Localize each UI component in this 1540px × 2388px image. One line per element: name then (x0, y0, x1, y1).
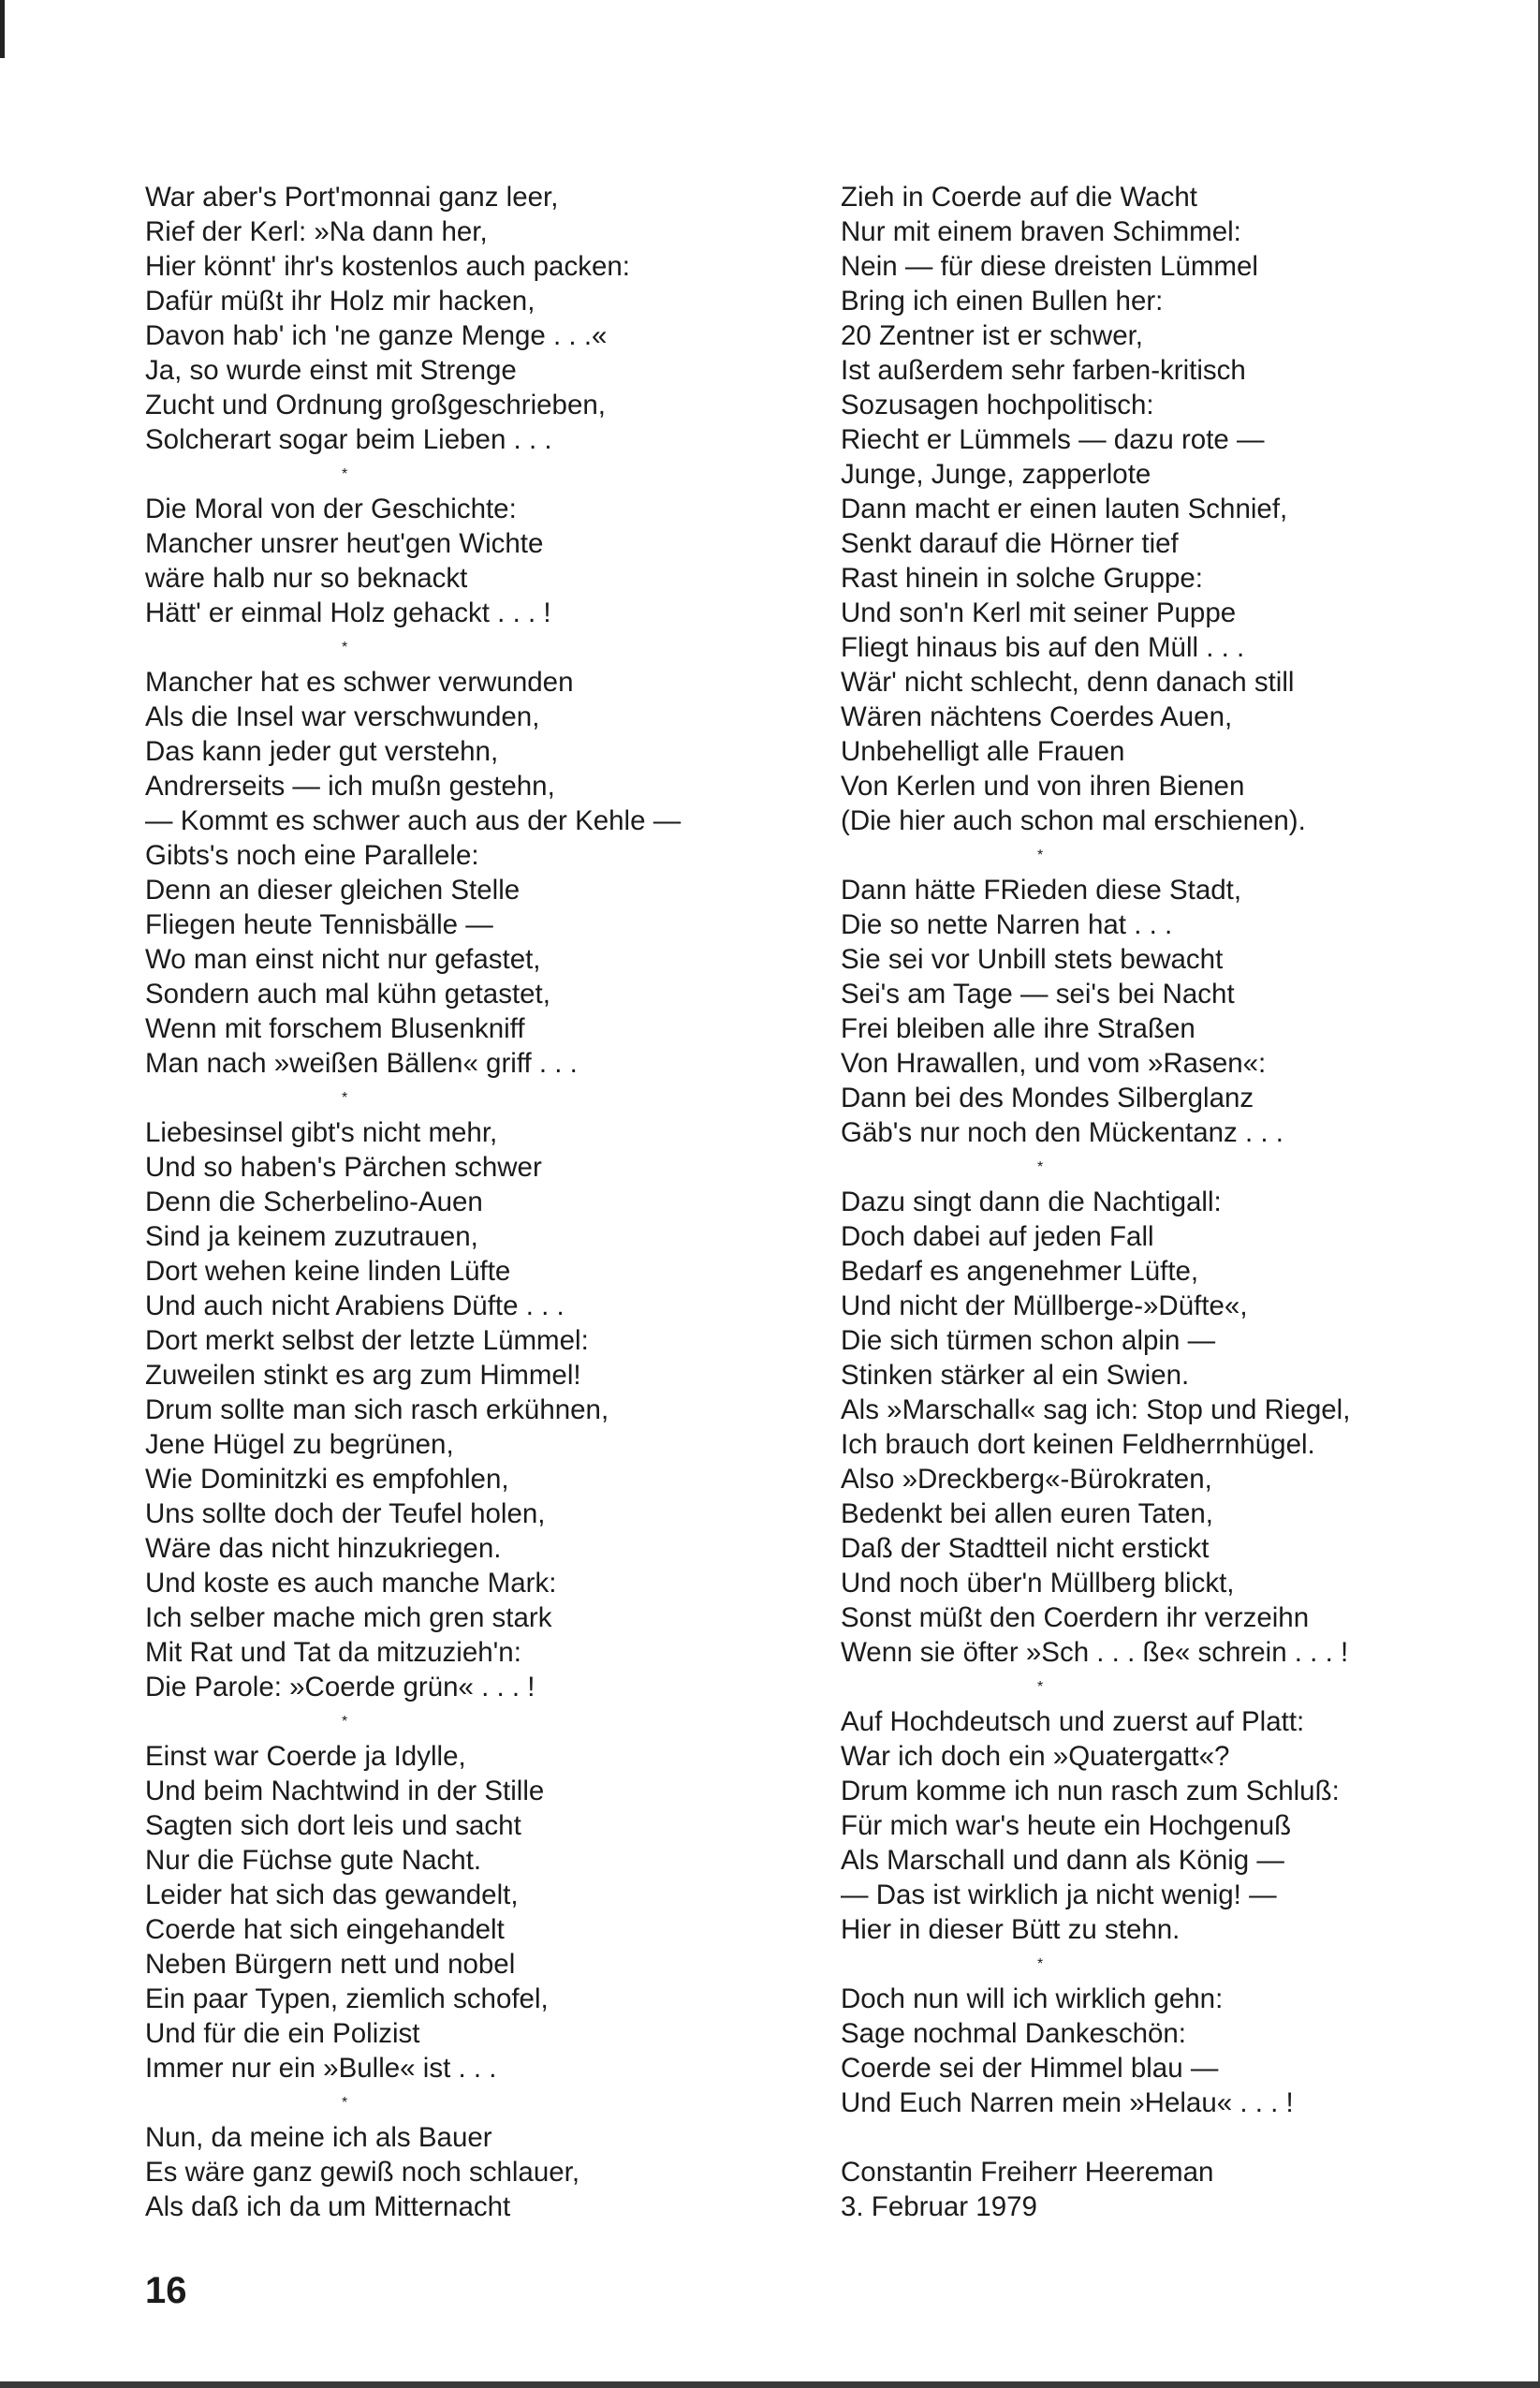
poem-line: Und auch nicht Arabiens Düfte . . . (145, 1290, 565, 1321)
poem-line: Wäre das nicht hinzukriegen. (145, 1533, 502, 1564)
stanza-separator: * (342, 640, 348, 656)
poem-line: Es wäre ganz gewiß noch schlauer, (145, 2157, 580, 2188)
poem-line: Und beim Nachtwind in der Stille (145, 1776, 545, 1806)
poem-line: Sagten sich dort leis und sacht (145, 1810, 521, 1841)
poem-line: Nein — für diese dreisten Lümmel (841, 251, 1258, 282)
scan-mark (0, 0, 5, 58)
poem-line: Bedarf es angenehmer Lüfte, (841, 1256, 1199, 1287)
poem-line: Und noch über'n Müllberg blickt, (841, 1568, 1235, 1599)
poem-line: Als »Marschall« sag ich: Stop und Riegel, (841, 1394, 1351, 1425)
poem-line: Sozusagen hochpolitisch: (841, 390, 1154, 420)
poem-line: Mancher unsrer heut'gen Wichte (145, 528, 544, 559)
poem-line: Wo man einst nicht nur gefastet, (145, 944, 541, 975)
stanza (145, 665, 744, 1081)
poem-line: Sie sei vor Unbill stets bewacht (841, 944, 1224, 975)
poem-line: War aber's Port'monnai ganz leer, (145, 182, 559, 213)
stanza (145, 492, 744, 630)
poem-line: Wenn mit forschem Blusenkniff (145, 1013, 525, 1044)
poem-line: Gäb's nur noch den Mückentanz . . . (841, 1117, 1283, 1148)
poem-line: Dazu singt dann die Nachtigall: (841, 1187, 1222, 1217)
poem-line: Hätt' er einmal Holz gehackt . . . ! (145, 597, 551, 628)
poem-line: Dann macht er einen lauten Schnief, (841, 494, 1288, 524)
poem-line: Ja, so wurde einst mit Strenge (145, 355, 517, 386)
poem-line: Gibts's noch eine Parallele: (145, 840, 479, 871)
poem-line: Als Marschall und dann als König — (841, 1845, 1284, 1876)
author-name: Constantin Freiherr Heereman (841, 2157, 1214, 2188)
stanza-separator: * (1037, 1159, 1044, 1175)
poem-line: Frei bleiben alle ihre Straßen (841, 1013, 1195, 1044)
poem-line: Nur mit einem braven Schimmel: (841, 216, 1241, 247)
poem-line: Dort merkt selbst der letzte Lümmel: (145, 1325, 589, 1356)
stanza (841, 1704, 1440, 1947)
poem-line: Und koste es auch manche Mark: (145, 1568, 557, 1599)
poem-line: Dann bei des Mondes Silberglanz (841, 1083, 1254, 1113)
poem-line: Hier könnt' ihr's kostenlos auch packen: (145, 251, 630, 282)
poem-line: 20 Zentner ist er schwer, (841, 320, 1144, 351)
stanza-separator: * (342, 1090, 348, 1106)
poem-line: Also »Dreckberg«-Bürokraten, (841, 1464, 1212, 1495)
poem-line: Einst war Coerde ja Idylle, (145, 1741, 466, 1772)
poem-line: Und son'n Kerl mit seiner Puppe (841, 597, 1237, 628)
poem-line: Zucht und Ordnung großgeschrieben, (145, 390, 606, 420)
poem-line: Drum komme ich nun rasch zum Schluß: (841, 1776, 1340, 1806)
poem-line: Uns sollte doch der Teufel holen, (145, 1498, 546, 1529)
poem-line: Fliegen heute Tennisbälle — (145, 909, 493, 940)
poem-line: Sei's am Tage — sei's bei Nacht (841, 979, 1235, 1010)
stanza-separator: * (1037, 848, 1044, 863)
poem-line: Ein paar Typen, ziemlich schofel, (145, 1983, 549, 2014)
poem-line: Solcherart sogar beim Lieben . . . (145, 424, 552, 455)
poem-line: Zuweilen stinkt es arg zum Himmel! (145, 1360, 581, 1391)
poem-line: Die sich türmen schon alpin — (841, 1325, 1216, 1356)
poem-line: War ich doch ein »Quatergatt«? (841, 1741, 1230, 1772)
poem-line: Liebesinsel gibt's nicht mehr, (145, 1117, 498, 1148)
scan-edge-bottom (0, 2381, 1540, 2388)
poem-line: (Die hier auch schon mal erschienen). (841, 805, 1306, 836)
poem-line: Coerde hat sich eingehandelt (145, 1914, 505, 1945)
poem-line: Und nicht der Müllberge-»Düfte«, (841, 1290, 1248, 1321)
poem-line: Sonst müßt den Coerdern ihr verzeihn (841, 1602, 1310, 1633)
poem-line: Nur die Füchse gute Nacht. (145, 1845, 482, 1876)
spacer (841, 2120, 1440, 2155)
stanza (145, 1115, 744, 1704)
poem-line: Wie Dominitzki es empfohlen, (145, 1464, 509, 1495)
poem-line: Wenn sie öfter »Sch . . . ße« schrein . . . ! (841, 1637, 1349, 1668)
stanza-separator: * (342, 2095, 348, 2111)
poem-line: wäre halb nur so beknackt (145, 563, 468, 594)
stanza-separator: * (342, 466, 348, 482)
stanza-separator: * (1037, 1679, 1044, 1695)
poem-line: Rast hinein in solche Gruppe: (841, 563, 1204, 594)
poem-line: Sind ja keinem zuzutrauen, (145, 1221, 478, 1252)
poem-line: Die so nette Narren hat . . . (841, 909, 1173, 940)
poem-line: Mancher hat es schwer verwunden (145, 667, 574, 698)
poem-line: Senkt darauf die Hörner tief (841, 528, 1179, 559)
poem-line: Dann hätte FRieden diese Stadt, (841, 875, 1242, 906)
poem-line: Dort wehen keine linden Lüfte (145, 1256, 511, 1287)
poem-line: Leider hat sich das gewandelt, (145, 1879, 519, 1910)
stanza (841, 873, 1440, 1150)
stanza (841, 180, 1440, 838)
poem-line: Denn die Scherbelino-Auen (145, 1187, 483, 1217)
poem-line: Ich brauch dort keinen Feldherrnhügel. (841, 1429, 1315, 1460)
poem-line: Man nach »weißen Bällen« griff . . . (145, 1048, 578, 1079)
poem-line: Als die Insel war verschwunden, (145, 701, 540, 732)
poem-line: Doch dabei auf jeden Fall (841, 1221, 1154, 1252)
poem-right-column (841, 180, 1440, 2224)
poem-line: Hier in dieser Bütt zu stehn. (841, 1914, 1181, 1945)
poem-line: Fliegt hinaus bis auf den Müll . . . (841, 632, 1245, 663)
poem-line: Sage nochmal Dankeschön: (841, 2018, 1186, 2049)
poem-line: Nun, da meine ich als Bauer (145, 2122, 492, 2153)
poem-line: Für mich war's heute ein Hochgenuß (841, 1810, 1292, 1841)
poem-left-column (145, 180, 744, 2224)
poem-line: Mit Rat und Tat da mitzuzieh'n: (145, 1637, 521, 1668)
poem-line: Sondern auch mal kühn getastet, (145, 979, 550, 1010)
poem-line: Ich selber mache mich gren stark (145, 1602, 552, 1633)
poem-line: Ist außerdem sehr farben-kritisch (841, 355, 1246, 386)
poem-line: Unbehelligt alle Frauen (841, 736, 1125, 767)
poem-line: — Kommt es schwer auch aus der Kehle — (145, 805, 682, 836)
stanza (841, 1982, 1440, 2120)
poem-line: Wären nächtens Coerdes Auen, (841, 701, 1233, 732)
stanza-separator: * (1037, 1956, 1044, 1972)
poem-line: Coerde sei der Himmel blau — (841, 2053, 1219, 2084)
poem-line: Und so haben's Pärchen schwer (145, 1152, 542, 1183)
poem-line: Neben Bürgern nett und nobel (145, 1949, 516, 1980)
stanza (145, 1739, 744, 2086)
poem-line: Und Euch Narren mein »Helau« . . . ! (841, 2087, 1294, 2118)
poem-line: Riecht er Lümmels — dazu rote — (841, 424, 1265, 455)
poem-line: Die Moral von der Geschichte: (145, 494, 517, 524)
poem-line: Von Hrawallen, und vom »Rasen«: (841, 1048, 1267, 1079)
poem-line: Davon hab' ich 'ne ganze Menge . . .« (145, 320, 608, 351)
stanza (145, 180, 744, 457)
poem-line: Bring ich einen Bullen her: (841, 286, 1164, 317)
poem-line: Zieh in Coerde auf die Wacht (841, 182, 1197, 213)
poem-line: Als daß ich da um Mitternacht (145, 2191, 511, 2222)
poem-line: Das kann jeder gut verstehn, (145, 736, 499, 767)
poem-line: Auf Hochdeutsch und zuerst auf Platt: (841, 1706, 1305, 1737)
poem-line: Denn an dieser gleichen Stelle (145, 875, 521, 906)
poem-line: Bedenkt bei allen euren Taten, (841, 1498, 1214, 1529)
stanza-separator: * (342, 1714, 348, 1730)
poem-line: Rief der Kerl: »Na dann her, (145, 216, 488, 247)
poem-line: Die Parole: »Coerde grün« . . . ! (145, 1672, 535, 1703)
poem-line: Immer nur ein »Bulle« ist . . . (145, 2053, 497, 2084)
poem-line: Daß der Stadtteil nicht erstickt (841, 1533, 1210, 1564)
poem-line: Drum sollte man sich rasch erkühnen, (145, 1394, 609, 1425)
signature-date: 3. Februar 1979 (841, 2191, 1037, 2222)
poem-line: Von Kerlen und von ihren Bienen (841, 771, 1245, 802)
stanza (841, 1185, 1440, 1670)
signature (841, 2155, 1440, 2224)
poem-line: Dafür müßt ihr Holz mir hacken, (145, 286, 535, 317)
poem-line: Wär' nicht schlecht, denn danach still (841, 667, 1295, 698)
poem-line: Stinken stärker al ein Swien. (841, 1360, 1190, 1391)
poem-line: Doch nun will ich wirklich gehn: (841, 1983, 1224, 2014)
poem-line: Und für die ein Polizist (145, 2018, 420, 2049)
poem-line: Andrerseits — ich mußn gestehn, (145, 771, 555, 802)
poem-line: Jene Hügel zu begrünen, (145, 1429, 454, 1460)
poem-line: Junge, Junge, zapperlote (841, 459, 1151, 490)
stanza (145, 2120, 744, 2224)
poem-line: — Das ist wirklich ja nicht wenig! — (841, 1879, 1277, 1910)
page-number: 16 (145, 2270, 187, 2311)
